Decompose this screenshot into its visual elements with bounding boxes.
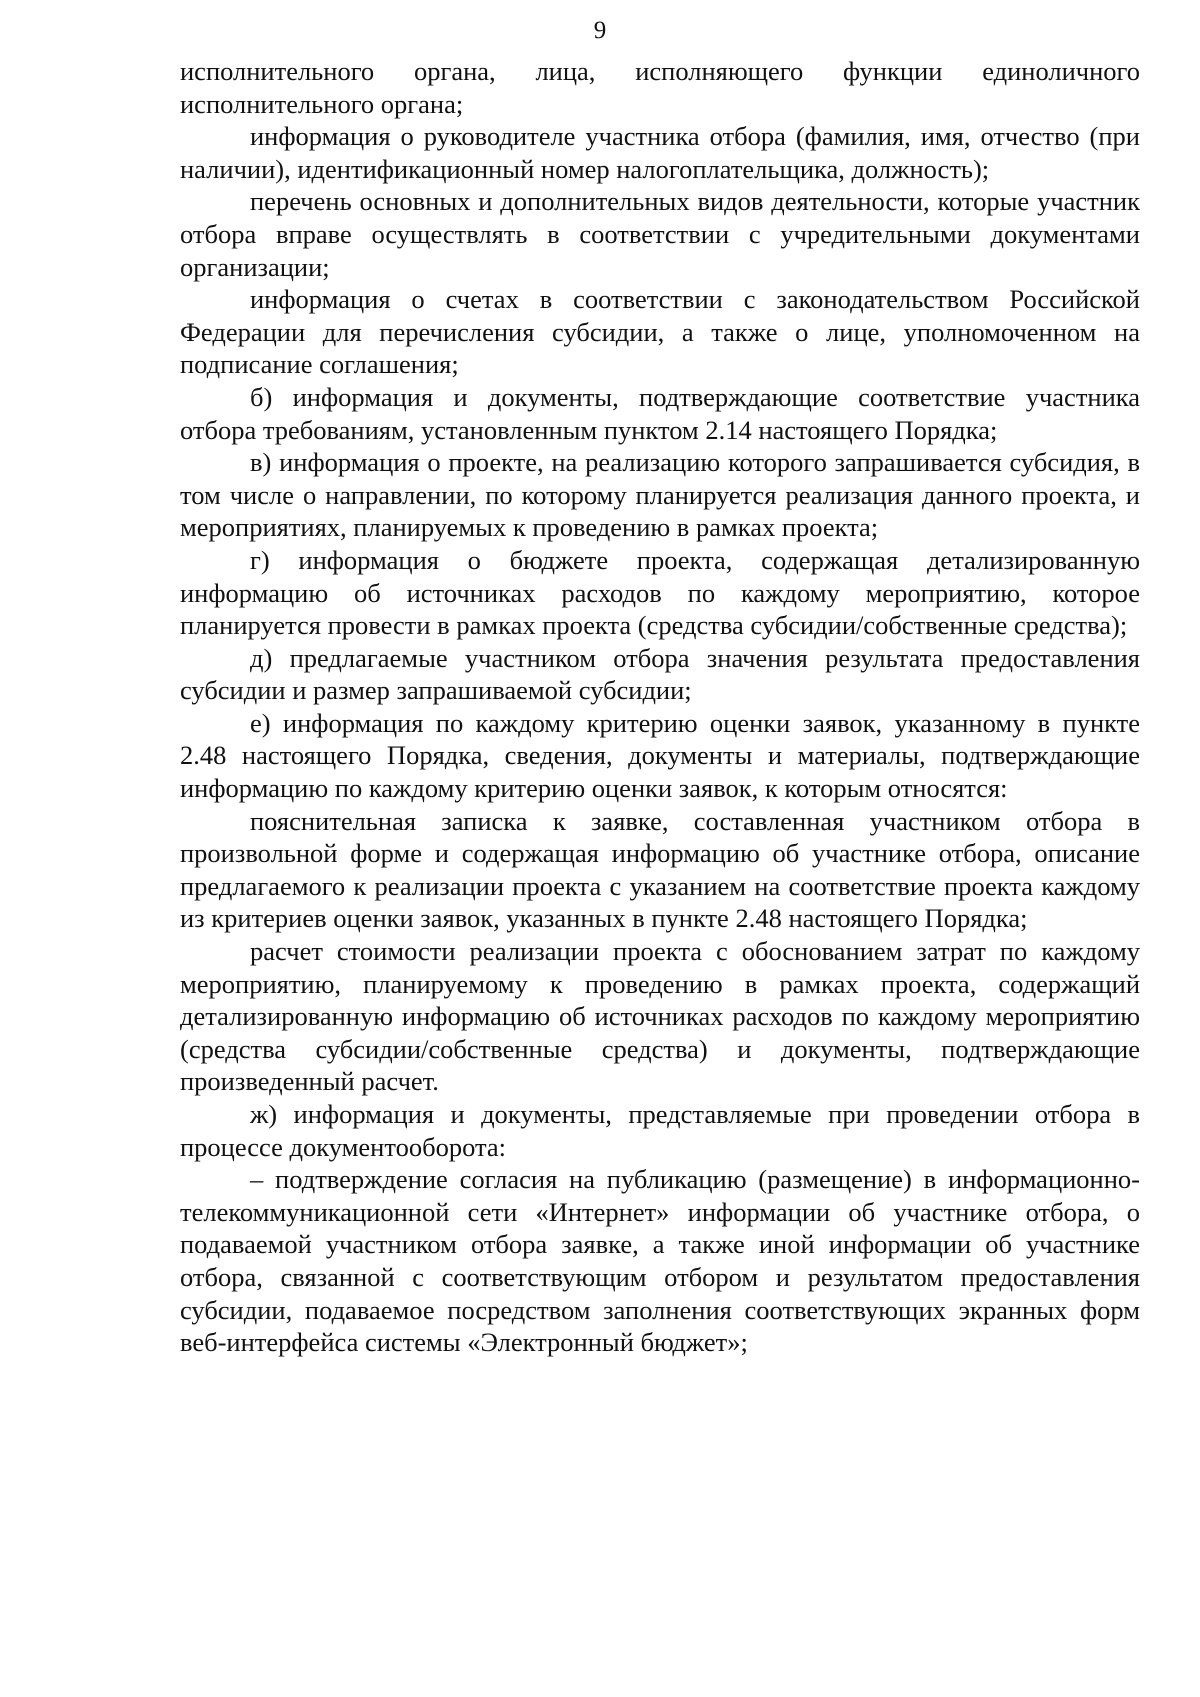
paragraph-item-g: г) информация о бюджете проекта, содержащая детализированную информацию об источниках расходов по каждому мероприятию, которое планируется провести в рамках проекта (средства субсидии/собственные средства);	[180, 544, 1140, 641]
paragraph-item-d: д) предлагаемые участником отбора значения результата предоставления субсидии и размер запрашиваемой субсидии;	[180, 642, 1140, 706]
paragraph-continuation: исполнительного органа, лица, исполняющего функции единоличного исполнительного органа;	[180, 56, 1140, 119]
document-body	[180, 55, 1140, 1359]
paragraph-manager-info: информация о руководителе участника отбора (фамилия, имя, отчество (при наличии), идентификационный номер налогоплательщика, должность);	[180, 121, 1140, 184]
paragraph-consent-confirmation: – подтверждение согласия на публикацию (размещение) в информационно-телекоммуникационной сети «Интернет» информации об участнике отбора, о подаваемой участником отбора заявке, а также иной информации об участнике отбора, связанной с соответствующим отбором и результатом предоставления субсидии, подаваемое посредством заполнения соответствующих экранных форм веб-интерфейса системы «Электронный бюджет»;	[180, 1164, 1140, 1358]
paragraph-accounts-info: информация о счетах в соответствии с законодательством Российской Федерации для перечисления субсидии, а также о лице, уполномоченном на подписание соглашения;	[180, 284, 1140, 380]
paragraph-explanatory-note: пояснительная записка к заявке, составленная участником отбора в произвольной форме и содержащая информацию об участнике отбора, описание предлагаемого к реализации проекта с указанием на соответствие проекта каждому из критериев оценки заявок, указанных в пункте 2.48 настоящего Порядка;	[180, 805, 1140, 934]
paragraph-cost-calculation: расчет стоимости реализации проекта с обоснованием затрат по каждому мероприятию, планируемому к проведению в рамках проекта, содержащий детализированную информацию об источниках расходов по каждому мероприятию (средства субсидии/собственные средства) и документы, подтверждающие произведенный расчет.	[180, 936, 1140, 1097]
paragraph-activities-list: перечень основных и дополнительных видов деятельности, которые участник отбора вправе осуществлять в соответствии с учредительными документами организации;	[180, 186, 1140, 282]
paragraph-item-v: в) информация о проекте, на реализацию которого запрашивается субсидия, в том числе о направлении, по которому планируется реализация данного проекта, и мероприятиях, планируемых к проведению в рамках проекта;	[180, 447, 1140, 543]
page-number: 9	[593, 17, 607, 44]
paragraph-item-b: б) информация и документы, подтверждающие соответствие участника отбора требованиям, установленным пунктом 2.14 настоящего Порядка;	[180, 381, 1140, 445]
paragraph-item-e: е) информация по каждому критерию оценки заявок, указанному в пункте 2.48 настоящего Порядка, сведения, документы и материалы, подтверждающие информацию по каждому критерию оценки заявок, к которым относятся:	[180, 707, 1140, 804]
paragraph-item-zh: ж) информация и документы, представляемые при проведении отбора в процессе документооборота:	[180, 1099, 1140, 1162]
